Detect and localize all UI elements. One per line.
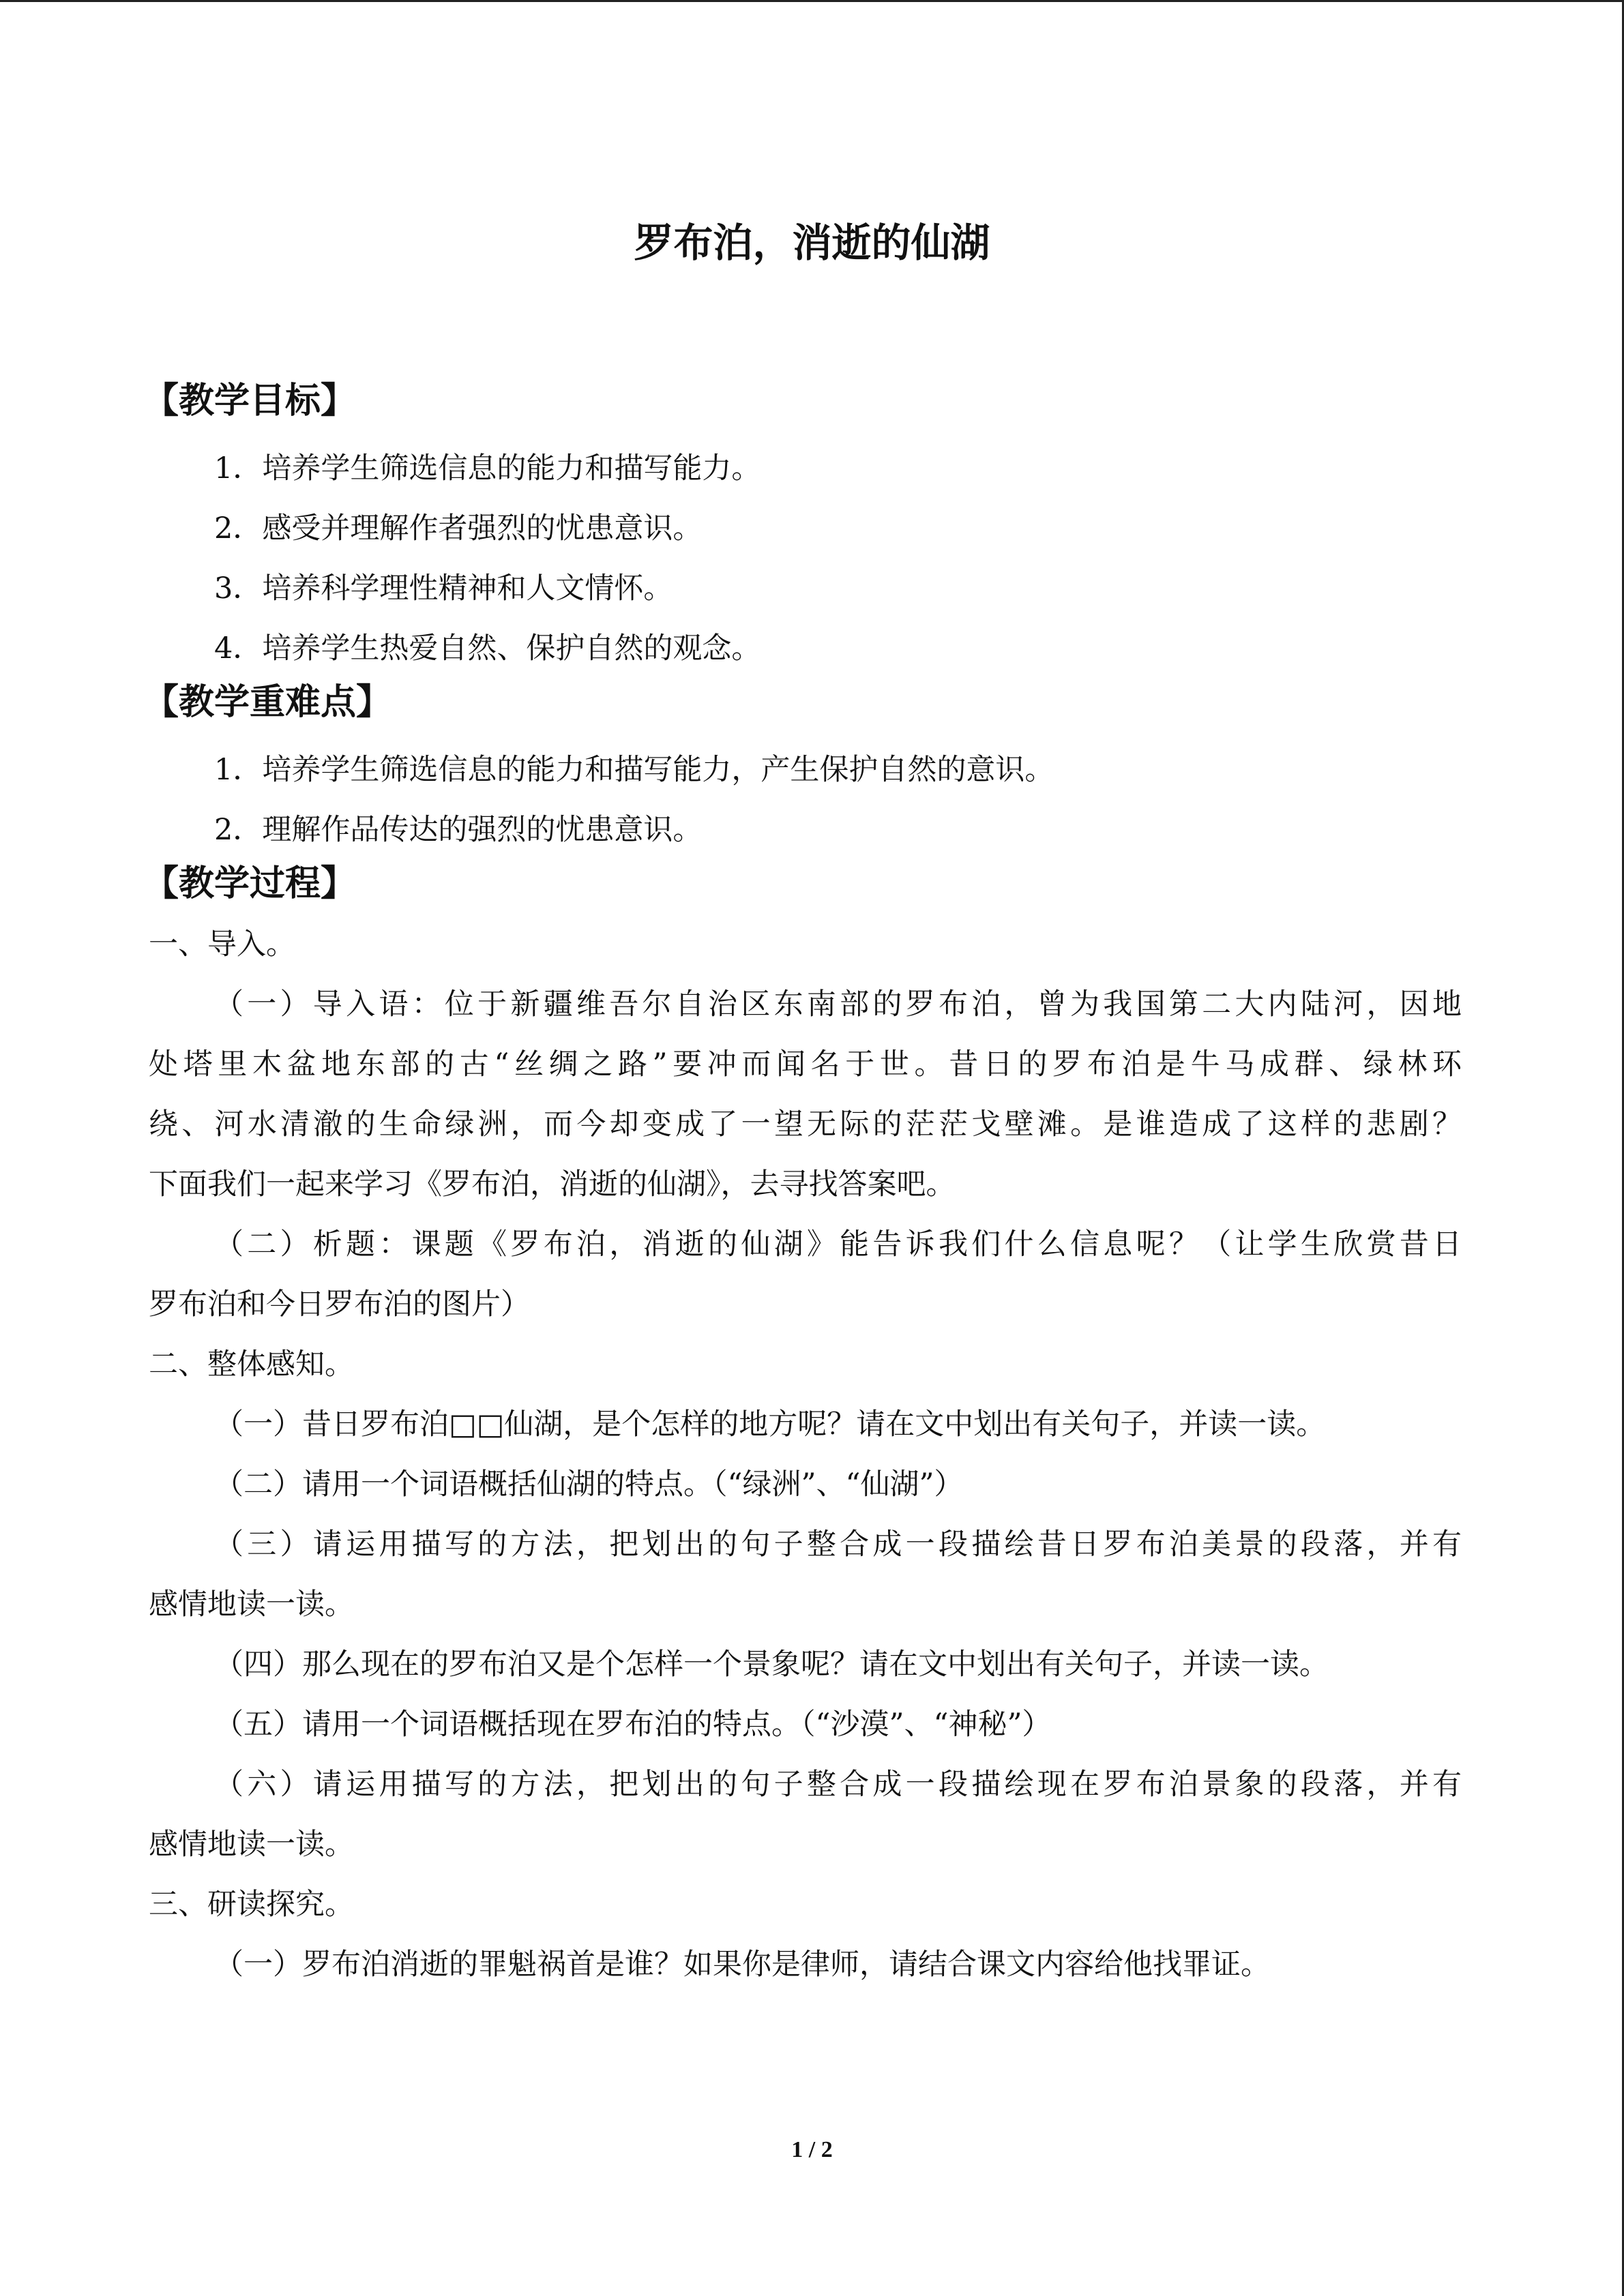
paragraph-line: （三）请运用描写的方法，把划出的句子整合成一段描绘昔日罗布泊美景的段落，并有 xyxy=(214,1527,1462,1562)
paragraph-line: （二）请用一个词语概括仙湖的特点。（“绿洲”、“仙湖”） xyxy=(214,1467,964,1502)
page-title: 罗布泊，消逝的仙湖 xyxy=(634,220,990,266)
process-subheading: 三、研读探究。 xyxy=(149,1888,354,1922)
process-body xyxy=(149,914,1462,1995)
document-body xyxy=(143,377,1462,1995)
keypoints-list xyxy=(149,740,1462,860)
process-heading: 【教学过程】 xyxy=(143,863,357,904)
process-subheading: 二、整体感知。 xyxy=(149,1347,354,1382)
paragraph-line: （一）昔日罗布泊□□仙湖，是个怎样的地方呢？请在文中划出有关句子，并读一读。 xyxy=(214,1407,1326,1442)
keypoint-item: 1．培养学生筛选信息的能力和描写能力，产生保护自然的意识。 xyxy=(214,753,1054,787)
process-subheading: 一、导入。 xyxy=(149,927,295,961)
keypoints-heading: 【教学重难点】 xyxy=(143,682,392,723)
objectives-list xyxy=(149,438,1462,679)
paragraph-line: 下面我们一起来学习《罗布泊，消逝的仙湖》，去寻找答案吧。 xyxy=(149,1167,956,1202)
objective-item: 2．感受并理解作者强烈的忧患意识。 xyxy=(214,511,703,546)
objective-item: 1．培养学生筛选信息的能力和描写能力。 xyxy=(214,451,761,486)
paragraph-line: （四）那么现在的罗布泊又是个怎样一个景象呢？请在文中划出有关句子，并读一读。 xyxy=(214,1648,1329,1682)
page-number: 1 / 2 xyxy=(791,2137,833,2162)
paragraph-line: （一）导入语：位于新疆维吾尔自治区东南部的罗布泊，曾为我国第二大内陆河，因地 xyxy=(214,987,1462,1022)
paragraph-line: 感情地读一读。 xyxy=(149,1587,354,1622)
paragraph-line: 绕、河水清澈的生命绿洲，而今却变成了一望无际的茫茫戈壁滩。是谁造成了这样的悲剧？ xyxy=(149,1107,1462,1142)
paragraph-line: （六）请运用描写的方法，把划出的句子整合成一段描绘现在罗布泊景象的段落，并有 xyxy=(214,1768,1462,1802)
paragraph-line: 感情地读一读。 xyxy=(149,1828,354,1862)
objective-item: 4．培养学生热爱自然、保护自然的观念。 xyxy=(214,631,761,666)
paragraph-line: 罗布泊和今日罗布泊的图片） xyxy=(149,1287,530,1322)
paragraph-line: （五）请用一个词语概括现在罗布泊的特点。（“沙漠”、“神秘”） xyxy=(214,1708,1052,1742)
paragraph-line: （一）罗布泊消逝的罪魁祸首是谁？如果你是律师，请结合课文内容给他找罪证。 xyxy=(214,1948,1270,1982)
keypoint-item: 2．理解作品传达的强烈的忧患意识。 xyxy=(214,813,703,847)
paragraph-line: 处塔里木盆地东部的古“丝绸之路”要冲而闻名于世。昔日的罗布泊是牛马成群、绿林环 xyxy=(149,1047,1462,1082)
objectives-heading: 【教学目标】 xyxy=(143,381,357,421)
paragraph-line: （二）析题：课题《罗布泊，消逝的仙湖》能告诉我们什么信息呢？（让学生欣赏昔日 xyxy=(214,1227,1462,1262)
objective-item: 3．培养科学理性精神和人文情怀。 xyxy=(214,571,673,606)
